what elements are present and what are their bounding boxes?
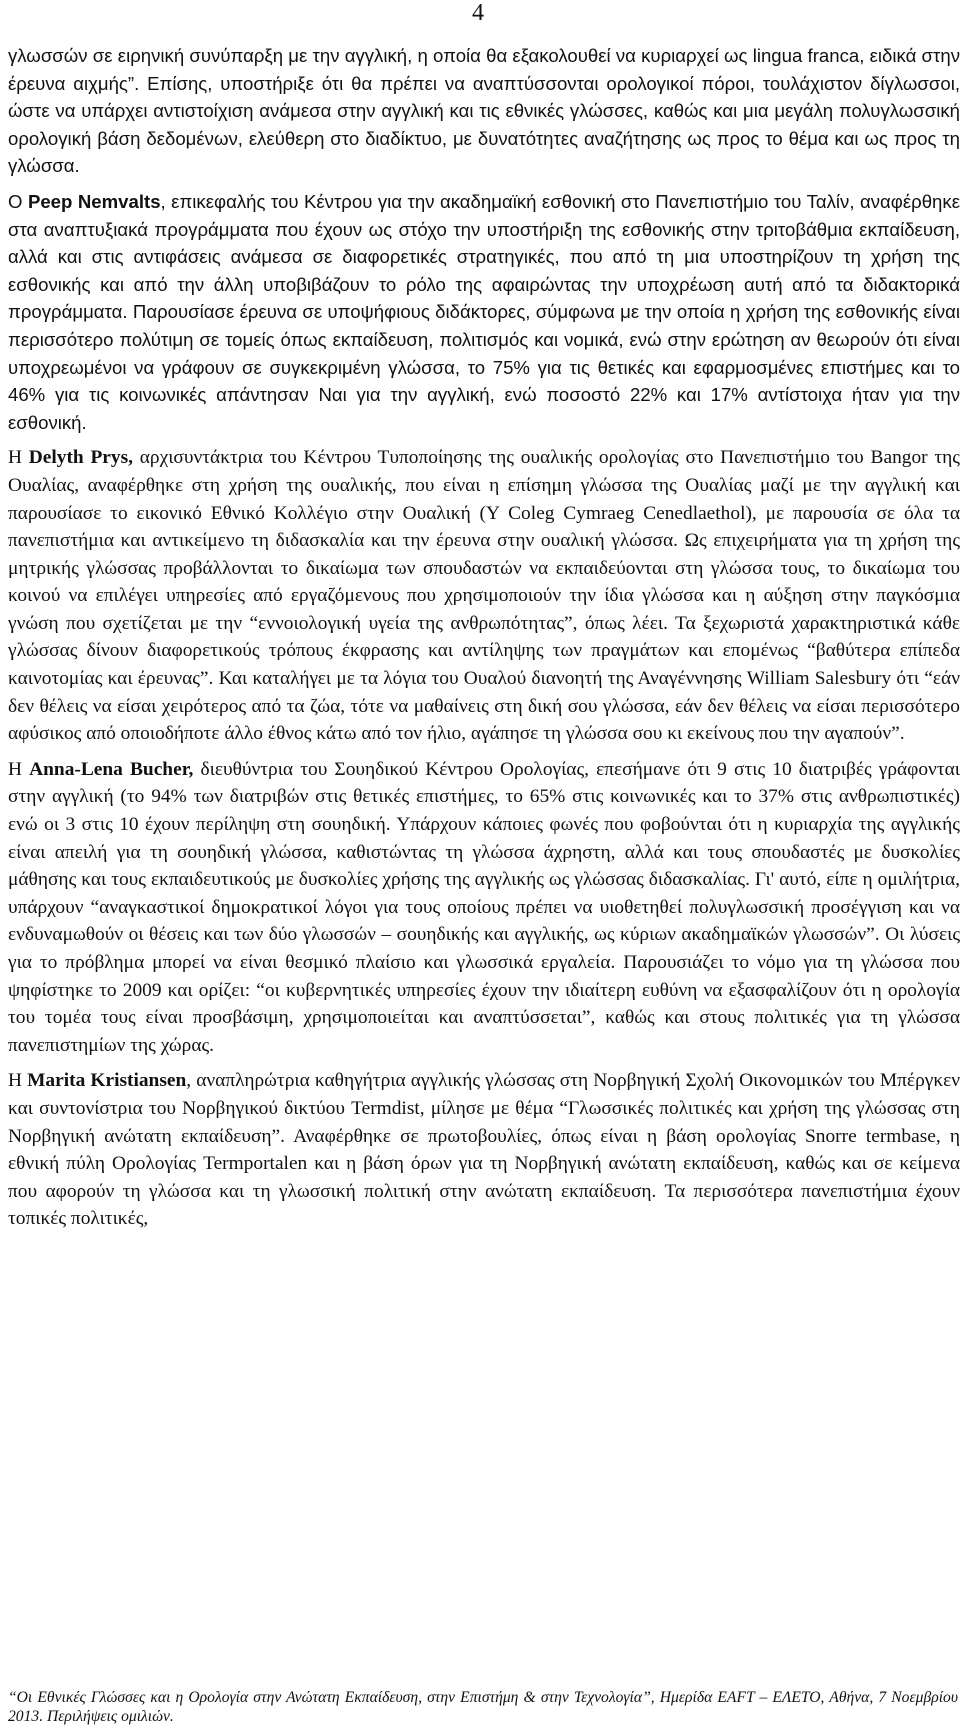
paragraph-text: , αναπληρώτρια καθηγήτρια αγγλικής γλώσσας στη Νορβηγική Σχολή Οικονομικών του Μπέργκεν και συντονίστρια του Νορβηγικού δικτύου Termdist, μίλησε με θέμα “Γλωσσικές πολιτικές και χρήση της γλώσσας στη Νορβηγική ανώτατη εκπαίδευση”. Αναφέρθηκε σε πρωτοβουλίες, όπως είναι η βάση ορολογίας Snorre termbase, η εθνική πύλη Ορολογίας Termportalen και η βάση όρων για τη Νορβηγική ανώτατη εκπαίδευση, καθώς και σε κείμενα που αφορούν τη γλώσσα και τη γλωσσική πολιτική στην ανώτατη εκπαίδευση. Τα περισσότερα πανεπιστήμια έχουν τοπικές πολιτικές, — [8, 1070, 960, 1230]
paragraph-article: Η — [8, 1070, 28, 1092]
paragraph-article: Η — [8, 447, 29, 469]
speaker-name: Anna-Lena Bucher, — [29, 758, 194, 780]
document-body — [8, 42, 960, 1241]
paragraph-intro — [8, 42, 960, 180]
paragraph-article: Η — [8, 758, 30, 780]
paragraph-delyth-prys — [8, 444, 960, 748]
paragraph-anna-lena-bucher — [8, 756, 960, 1060]
paragraph-text: γλωσσών σε ειρηνική συνύπαρξη με την αγγλική, η οποία θα εξακολουθεί να κυριαρχεί ως lingua franca, ειδικά στην έρευνα αιχμής”. Επίσης, υποστήριξε ότι θα πρέπει να αναπτύσσονται ορολογικοί πόροι, τουλάχιστον δίγλωσσοι, ώστε να υπάρχει αντιστοίχιση ανάμεσα στην αγγλική και τις εθνικές γλώσσες, καθώς και μια μεγάλη πολυγλωσσική ορολογική βάση δεδομένων, ελεύθερη στο διαδίκτυο, με δυνατότητες αναζήτησης ως προς το θέμα και ως προς τη γλώσσα. — [8, 45, 960, 177]
paragraph-marita-kristiansen — [8, 1067, 960, 1233]
paragraph-peep-nemvalts — [8, 188, 960, 436]
paragraph-text: , επικεφαλής του Κέντρου για την ακαδημαϊκή εσθονική στο Πανεπιστήμιο του Ταλίν, αναφέρθηκε στα αναπτυξιακά προγράμματα που έχουν ως στόχο την υποστήριξη της εσθονικής στην τριτοβάθμια εκπαίδευση, αλλά και στις αντιφάσεις ανάμεσα σε διαφορετικές στρατηγικές, που από τη μια υποστηρίζουν τη χρήση της εσθονικής και από την άλλη υποβιβάζουν το ρόλο της αφαιρώντας την υποχρέωση αυτή από τα διδακτορικά προγράμματα. Παρουσίασε έρευνα σε υποψήφιους διδάκτορες, σύμφωνα με την οποία η χρήση της εσθονικής είναι περισσότερο πολύτιμη σε τομείς όπως εκπαίδευση, πολιτισμός και νομικά, ενώ στην ερώτηση αν θεωρούν ότι είναι υποχρεωμένοι να γράφουν σε συγκεκριμένη γλώσσα, το 75% για τις θετικές και εφαρμοσμένες επιστήμες και το 46% για τις κοινωνικές απάντησαν Ναι για την αγγλική, ενώ ποσοστό 22% και 17% αντίστοιχα ήταν για την εσθονική. — [8, 190, 960, 433]
page-number: 4 — [472, 0, 484, 26]
speaker-name: Delyth Prys, — [28, 447, 134, 469]
paragraph-text: αρχισυντάκτρια του Κέντρου Τυποποίησης της ουαλικής ορολογίας στο Πανεπιστήμιο του Bangor της Ουαλίας, αναφέρθηκε στη χρήση της ουαλικής, που είναι η επίσημη γλώσσα της Ουαλίας μαζί με την αγγλική και παρουσίασε το εικονικό Εθνικό Κολλέγιο στην Ουαλική (Y Coleg Cymraeg Cenedlaethol), με παρουσία σε όλα τα πανεπιστήμια και αντικείμενο τη διδασκαλία και την έρευνα στην ουαλική γλώσσα. Ως επιχειρήματα για τη χρήση της μητρικής γλώσσας προβάλλονται το δικαίωμα των σπουδαστών να εκπαιδεύονται στη γλώσσα τους, το δικαίωμα του κοινού να επιλέγει υπηρεσίες από εργαζόμενους που χρησιμοποιούν την ίδια γλώσσα και η αύξηση στην παγκόσμια γνώση που σχετίζεται με την “εννοιολογική υγεία της ανθρωπότητας”, όπως λέει. Τα ξεχωριστά χαρακτηριστικά κάθε γλώσσας δίνουν διαφορετικούς τρόπους έκφρασης και αντίληψης των πραγμάτων και επομένως “βαθύτερα επίπεδα καινοτομίας και έρευνας”. Και καταλήγει με τα λόγια του Ουαλού διανοητή της Αναγέννησης William Salesbury ότι “εάν δεν θέλεις να είσαι χειρότερος από τα ζώα, τότε να μαθαίνεις στη δική σου γλώσσα, εάν δεν θέλεις να είσαι περισσότερο αφύσικος από οποιοδήποτε άλλο έθνος κάτω από τον ήλιο, αγάπησε τη γλώσσα σου κι εκείνους που την αγαπούν”. — [8, 447, 960, 745]
page-footer: “Οι Εθνικές Γλώσσες και η Ορολογία στην Ανώτατη Εκπαίδευση, στην Επιστήμη & στην Τεχνολογία”, Ημερίδα EAFT – ΕΛΕΤΟ, Αθήνα, 7 Νοεμβρίου 2013. Περιλήψεις ομιλιών. — [8, 1689, 958, 1725]
speaker-name: Marita Kristiansen — [27, 1070, 187, 1092]
speaker-name: Peep Nemvalts — [27, 190, 161, 212]
paragraph-text: διευθύντρια του Σουηδικού Κέντρου Ορολογίας, επεσήμανε ότι 9 στις 10 διατριβές γράφονται στην αγγλική (το 94% των διατριβών στις θετικές επιστήμες, το 65% στις κοινωνικές και το 37% στις ανθρωπιστικές) ενώ οι 3 στις 10 έχουν περίληψη στη σουηδική. Υπάρχουν κάποιες φωνές που φοβούνται ότι η κυριαρχία της αγγλικής είναι απειλή για τη σουηδική γλώσσα, καθιστώντας τη γλώσσα άχρηστη, αλλά και τους σπουδαστές με δυσκολίες μάθησης και τους εκπαιδευτικούς με δυσκολίες χρήσης της αγγλικής ως γλώσσας διδασκαλίας. Γι' αυτό, είπε η ομιλήτρια, υπάρχουν “αναγκαστικοί δημοκρατικοί λόγοι για τους οποίους πρέπει να υιοθετηθεί πολυγλωσσική προσέγγιση και να ενδυναμωθούν οι θέσεις και των δύο γλωσσών – σουηδικής και αγγλικής, ως κύριων ακαδημαϊκών γλωσσών”. Οι λύσεις για το πρόβλημα μπορεί να είναι θεσμικό πλαίσιο και γλωσσικά εργαλεία. Παρουσιάζει το νόμο για τη γλώσσα που ψηφίστηκε το 2009 και ορίζει: “οι κυβερνητικές υπηρεσίες έχουν την ιδιαίτερη ευθύνη να εξασφαλίζουν ότι η ορολογία του τομέα τους είναι προσβάσιμη, χρησιμοποιείται και αναπτύσσεται”, καθώς και στους πολιτικές για τη γλώσσα πανεπιστημίων της χώρας. — [8, 758, 960, 1056]
paragraph-article: Ο — [8, 190, 28, 212]
